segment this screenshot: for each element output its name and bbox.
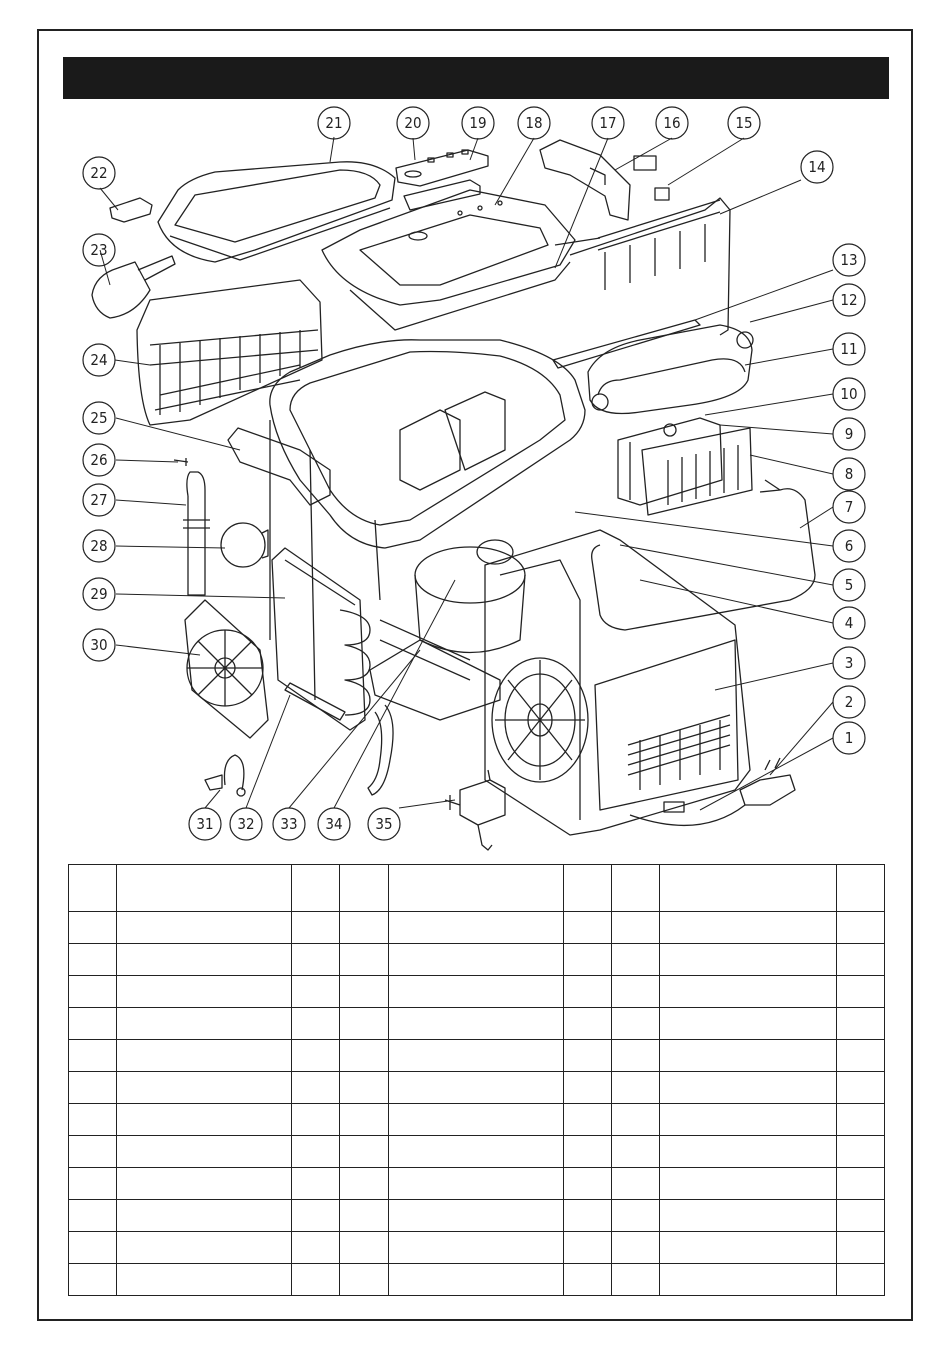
table-cell (340, 1040, 389, 1072)
table-cell (292, 1264, 340, 1296)
table-cell (117, 976, 292, 1008)
lid-cover-drawing (158, 162, 395, 262)
table-cell (292, 1168, 340, 1200)
table-cell (837, 944, 885, 976)
table-cell (69, 1168, 117, 1200)
header-cell (612, 865, 660, 912)
table-cell (612, 1264, 660, 1296)
table-cell (564, 944, 612, 976)
table-cell (292, 1072, 340, 1104)
header-cell (837, 865, 885, 912)
callout-label-24: 24 (90, 351, 108, 369)
table-cell (612, 1040, 660, 1072)
table-row (69, 1136, 885, 1168)
callout-label-3: 3 (844, 654, 854, 672)
callout-label-5: 5 (844, 576, 854, 594)
callout-label-32: 32 (237, 815, 255, 833)
header-cell (69, 865, 117, 912)
table-cell (837, 1168, 885, 1200)
table-cell (117, 1168, 292, 1200)
table-cell (292, 1104, 340, 1136)
header-cell (389, 865, 564, 912)
table-row (69, 1040, 885, 1072)
table-cell (564, 1168, 612, 1200)
table-cell (660, 1008, 837, 1040)
header-cell (660, 865, 837, 912)
clip-drawing (110, 198, 152, 222)
parts-list-table (68, 864, 885, 1296)
table-row (69, 1264, 885, 1296)
table-cell (837, 1136, 885, 1168)
callout-label-31: 31 (196, 815, 214, 833)
main-housing-drawing (270, 340, 585, 700)
table-cell (837, 1008, 885, 1040)
callout-label-15: 15 (735, 114, 753, 132)
compressor-drawing (415, 540, 525, 653)
callout-label-2: 2 (844, 693, 854, 711)
parts-table-body (69, 865, 885, 1296)
table-cell (389, 1264, 564, 1296)
table-row (69, 1168, 885, 1200)
table-cell (389, 1168, 564, 1200)
table-cell (612, 1072, 660, 1104)
table-cell (564, 1200, 612, 1232)
table-cell (564, 912, 612, 944)
callout-label-19: 19 (469, 114, 487, 132)
table-cell (837, 1232, 885, 1264)
callout-label-6: 6 (844, 537, 854, 555)
table-cell (837, 1072, 885, 1104)
table-cell (389, 976, 564, 1008)
table-cell (117, 1200, 292, 1232)
callout-label-26: 26 (90, 451, 108, 469)
callout-label-28: 28 (90, 537, 108, 555)
table-cell (389, 1200, 564, 1232)
callout-label-20: 20 (404, 114, 422, 132)
table-cell (612, 1136, 660, 1168)
table-cell (292, 1200, 340, 1232)
table-cell (837, 1104, 885, 1136)
table-cell (117, 1008, 292, 1040)
water-tray-drawing (553, 320, 753, 414)
table-row (69, 1072, 885, 1104)
table-cell (660, 944, 837, 976)
table-cell (389, 1104, 564, 1136)
table-cell (837, 1200, 885, 1232)
table-row (69, 1200, 885, 1232)
table-cell (660, 912, 837, 944)
table-cell (660, 1040, 837, 1072)
table-cell (564, 1072, 612, 1104)
table-cell (69, 1104, 117, 1136)
table-row (69, 1232, 885, 1264)
table-cell (292, 976, 340, 1008)
evaporator-rack-drawing (555, 198, 730, 335)
table-cell (837, 912, 885, 944)
table-cell (389, 1072, 564, 1104)
drain-hose-drawing (183, 472, 210, 595)
table-cell (389, 1040, 564, 1072)
callout-label-35: 35 (375, 815, 393, 833)
table-cell (660, 1168, 837, 1200)
table-cell (69, 1136, 117, 1168)
table-cell (117, 1264, 292, 1296)
header-cell (292, 865, 340, 912)
callout-label-8: 8 (844, 465, 854, 483)
callout-label-11: 11 (840, 340, 858, 358)
table-row (69, 1104, 885, 1136)
table-cell (117, 912, 292, 944)
table-row (69, 944, 885, 976)
table-cell (292, 1232, 340, 1264)
solenoid-valve-drawing (445, 770, 505, 850)
callout-label-21: 21 (325, 114, 343, 132)
table-cell (292, 944, 340, 976)
table-cell (612, 1008, 660, 1040)
gear-motor-drawing (221, 523, 268, 567)
table-cell (340, 1168, 389, 1200)
table-cell (564, 1040, 612, 1072)
table-cell (340, 1104, 389, 1136)
table-cell (612, 1232, 660, 1264)
callout-label-12: 12 (840, 291, 858, 309)
callout-label-29: 29 (90, 585, 108, 603)
callout-label-14: 14 (808, 158, 826, 176)
table-cell (389, 944, 564, 976)
table-cell (660, 1232, 837, 1264)
handle-drawing (592, 480, 815, 630)
table-cell (564, 1104, 612, 1136)
table-cell (660, 1264, 837, 1296)
table-cell (564, 1008, 612, 1040)
table-cell (69, 1008, 117, 1040)
table-cell (340, 944, 389, 976)
header-cell (117, 865, 292, 912)
table-cell (564, 1264, 612, 1296)
power-cord-drawing (630, 758, 795, 825)
table-cell (564, 1232, 612, 1264)
table-cell (117, 1136, 292, 1168)
table-cell (292, 1008, 340, 1040)
electrical-box-drawing (618, 418, 752, 515)
table-cell (612, 976, 660, 1008)
callout-label-17: 17 (599, 114, 617, 132)
table-cell (69, 976, 117, 1008)
table-cell (340, 1136, 389, 1168)
callout-label-9: 9 (844, 425, 854, 443)
table-cell (69, 1072, 117, 1104)
callout-label-25: 25 (90, 409, 108, 427)
table-cell (837, 1040, 885, 1072)
table-cell (660, 1136, 837, 1168)
ice-basket-drawing (137, 280, 322, 425)
callout-label-18: 18 (525, 114, 543, 132)
table-cell (340, 1232, 389, 1264)
parts-table-header-row (69, 865, 885, 912)
table-cell (340, 1200, 389, 1232)
table-cell (69, 912, 117, 944)
hose-clamp-drawing (205, 755, 245, 796)
table-cell (612, 912, 660, 944)
table-cell (389, 1008, 564, 1040)
table-cell (612, 1104, 660, 1136)
table-cell (340, 1264, 389, 1296)
callout-label-22: 22 (90, 164, 108, 182)
table-cell (660, 976, 837, 1008)
table-cell (340, 1072, 389, 1104)
table-cell (660, 1200, 837, 1232)
table-cell (117, 1072, 292, 1104)
table-cell (612, 1168, 660, 1200)
table-cell (292, 912, 340, 944)
condenser-fan-drawing (185, 600, 268, 738)
table-cell (117, 1104, 292, 1136)
table-cell (117, 944, 292, 976)
callout-label-7: 7 (844, 498, 854, 516)
table-cell (69, 1232, 117, 1264)
table-cell (612, 944, 660, 976)
table-cell (117, 1232, 292, 1264)
table-cell (837, 976, 885, 1008)
table-cell (292, 1040, 340, 1072)
table-cell (660, 1072, 837, 1104)
table-cell (564, 1136, 612, 1168)
table-cell (389, 1136, 564, 1168)
table-cell (292, 1136, 340, 1168)
table-cell (340, 976, 389, 1008)
callout-label-23: 23 (90, 241, 108, 259)
callout-label-10: 10 (840, 385, 858, 403)
callout-label-13: 13 (840, 251, 858, 269)
table-cell (389, 912, 564, 944)
table-cell (837, 1264, 885, 1296)
callout-label-30: 30 (90, 636, 108, 654)
table-cell (69, 944, 117, 976)
callout-label-1: 1 (844, 729, 854, 747)
table-cell (117, 1040, 292, 1072)
table-row (69, 976, 885, 1008)
callout-label-33: 33 (280, 815, 298, 833)
table-cell (69, 1200, 117, 1232)
table-cell (564, 976, 612, 1008)
callout-label-4: 4 (844, 614, 854, 632)
header-cell (340, 865, 389, 912)
table-row (69, 1008, 885, 1040)
table-row (69, 912, 885, 944)
table-cell (660, 1104, 837, 1136)
callout-label-34: 34 (325, 815, 343, 833)
table-cell (340, 1008, 389, 1040)
connector-block-drawing (634, 156, 669, 200)
control-panel-housing-drawing (322, 190, 575, 330)
table-cell (340, 912, 389, 944)
table-cell (389, 1232, 564, 1264)
top-bracket-drawing (540, 140, 630, 220)
control-board-drawing (396, 150, 488, 210)
table-cell (612, 1200, 660, 1232)
callout-label-27: 27 (90, 491, 108, 509)
table-cell (69, 1264, 117, 1296)
table-cell (69, 1040, 117, 1072)
header-cell (564, 865, 612, 912)
callout-label-16: 16 (663, 114, 681, 132)
